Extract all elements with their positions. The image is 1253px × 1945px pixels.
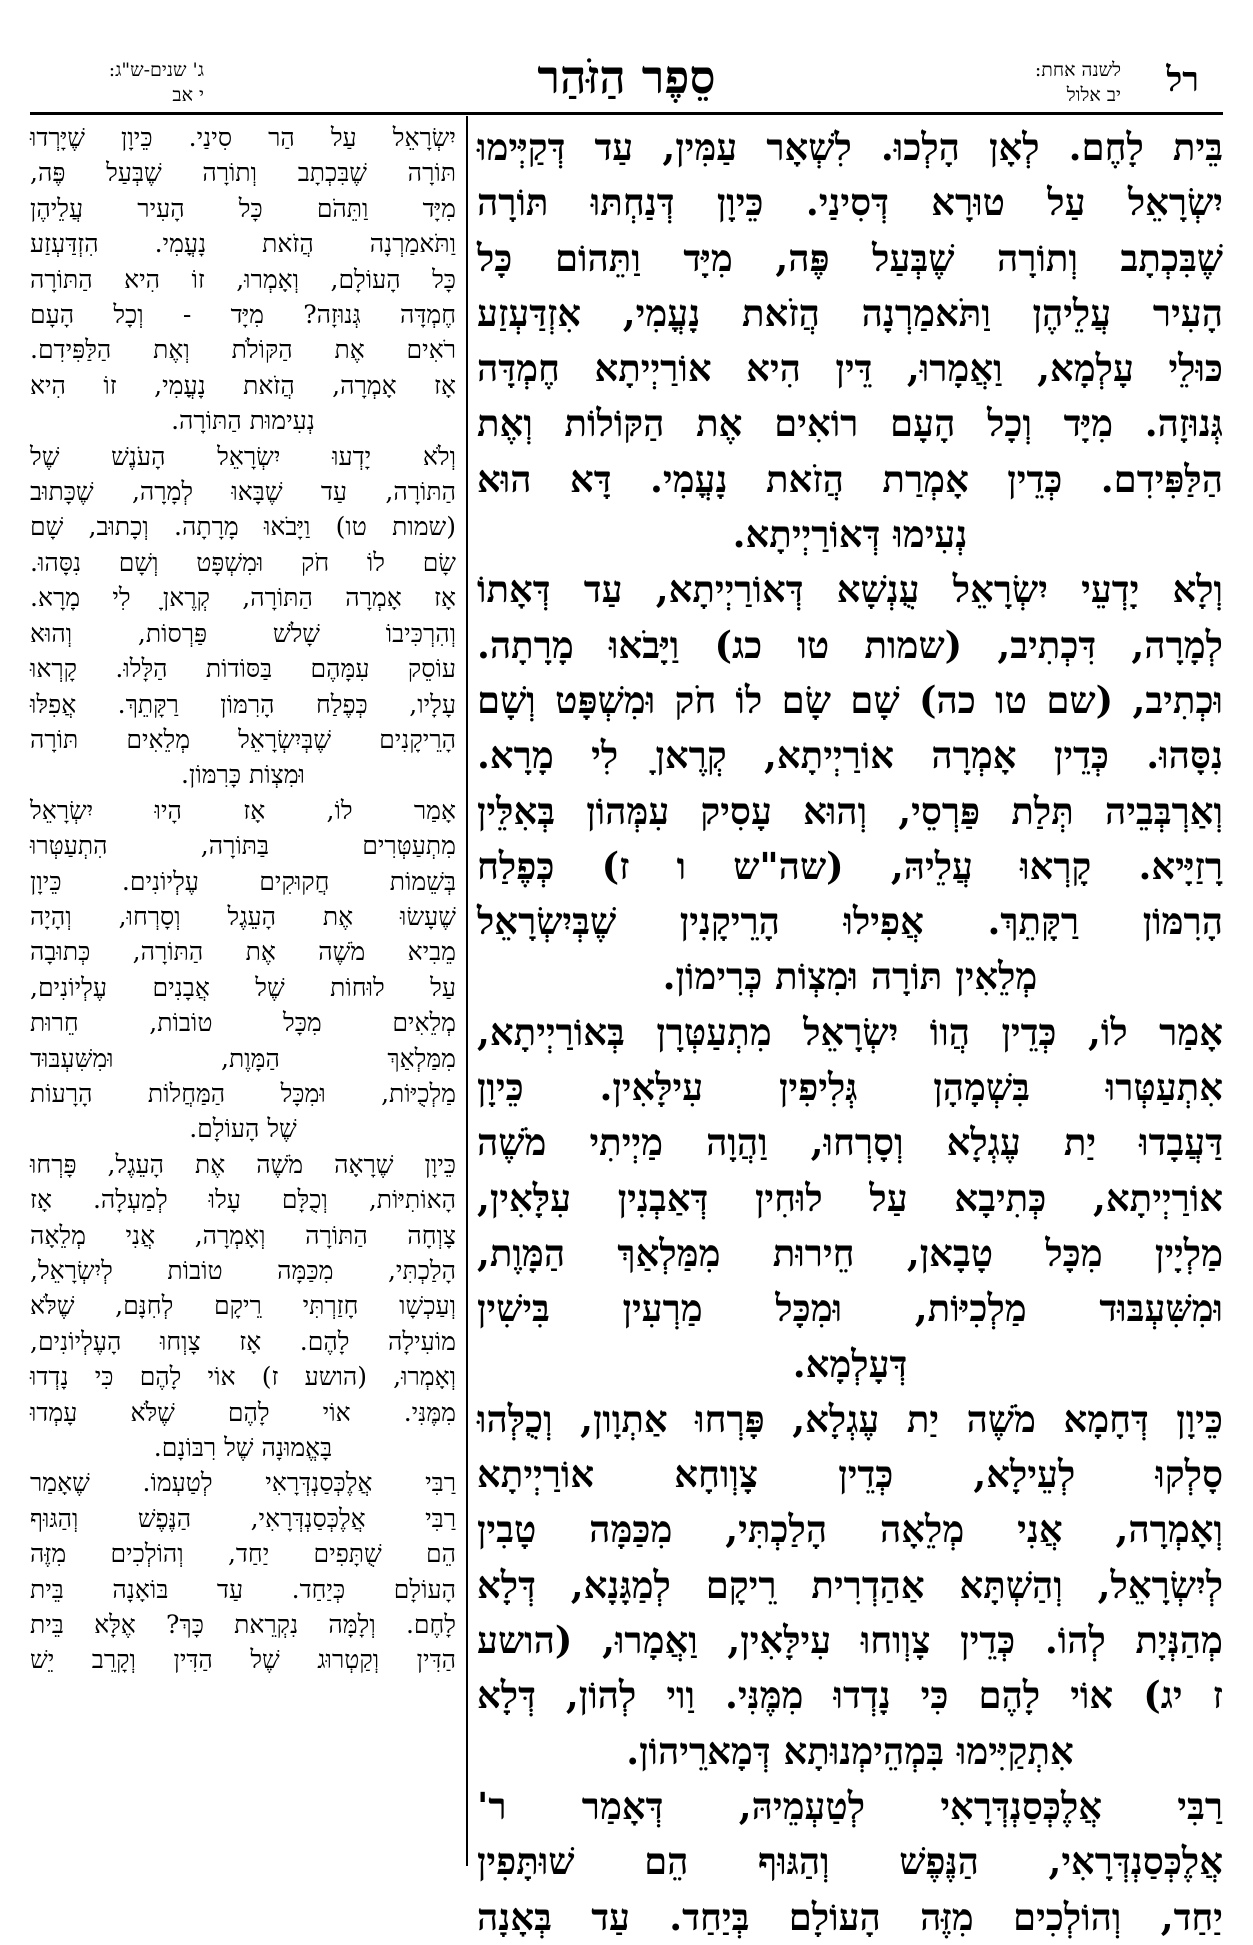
text-line: (שמות טו) וַיָּבֹאוּ מָרָתָה. וְכָתוּב, שָׁם xyxy=(30,512,456,542)
text-line: יַחַד, וְהוֹלְכִים מִזֶּה הָעוֹלָם בְּיַחַד. עַד בְּאָנָה xyxy=(477,1894,1223,1939)
text-line: אוֹרַיְיתָא, כְּתִיבָא עַל לוּחִין דְּאַבְנִין עִלָּאִין, xyxy=(477,1175,1223,1220)
hebrew-translation-column xyxy=(30,120,456,1870)
text-line: הָעוֹלָם כְּיַחַד. עַד בּוֹאָנָה בֵּית xyxy=(30,1574,456,1604)
text-line: מַלְיָין מִכָּל טָבָאן, חֵירוּת מִמַּלְאַךְ הַמָּוֶת, xyxy=(477,1230,1223,1275)
text-line: וְאַרְבְּבֵיה תְּלַת פַּרְסֵי, וְהוּא עָסִיק עִמְּהוֹן בְּאִלֵּין xyxy=(477,788,1223,833)
header-rule xyxy=(30,112,1223,115)
column-divider xyxy=(466,116,468,1866)
text-line: הֵם שֻׁתָּפִים יַחַד, וְהוֹלְכִים מִזֶּה xyxy=(30,1539,456,1569)
text-line: כֵּיוָן דְּחָמָא מֹשֶׁה יַת עֶגְלָא, פָּרְחוּ אַתְוָון, וְכֻלְּהוּ xyxy=(477,1396,1223,1441)
text-line: צָוְחָה הַתּוֹרָה וְאָמְרָה, אֲנִי מְלֵאָה xyxy=(30,1220,456,1250)
one-year-label: לשנה אחת: xyxy=(1034,59,1121,81)
text-line: הָעִיר עֲלֵיהֶן וַתֹּאמַרְנָה הֲזֹאת נָעֳמִי, אִזְדַּעְזַע xyxy=(477,290,1223,335)
text-line: וּכְתִיב, (שם טו כה) שָׁם שָׂם לוֹ חֹק וּמִשְׁפָּט וְשָׁם xyxy=(477,677,1223,722)
text-line: בֵּית לָחֶם. לְאָן הָלְכוּ. לִשְׁאָר עַמִּין, עַד דְּקַיְּימוּ xyxy=(477,125,1223,169)
text-line: בְּשֵׁמוֹת חֲקוּקִים עֶלְיוֹנִים. כֵּיוָן xyxy=(30,866,456,896)
text-line: שָׂם לוֹ חֹק וּמִשְׁפָּט וְשָׁם נִסָּהוּ. xyxy=(30,547,456,577)
text-line: מֵבִיא מֹשֶׁה אֶת הַתּוֹרָה, כְּתוּבָה xyxy=(30,937,456,967)
text-line: נְעִימוּת הַתּוֹרָה. xyxy=(171,406,315,436)
page-number: רל xyxy=(1166,60,1199,100)
text-line: עוֹסֵק עִמָּהֶם בַּסּוֹדוֹת הַלָּלוּ. קָרְאוּ xyxy=(30,654,456,684)
book-title: סֵפֶר הַזֹּהַר xyxy=(537,50,716,104)
text-line: וְאָמְרָה, אֲנִי מְלֵאָה הָלַכְתִּי, מִכַּמָּה טָבִין xyxy=(477,1507,1223,1552)
text-line: וְעַכְשָׁו חָזַרְתִּי רֵיקָם לְחִנָּם, שֶׁלֹּא xyxy=(30,1291,456,1321)
text-line: לְיִשְׂרָאֵל, וְהַשְׁתָּא אַהַדְרִית רֵיקָם לְמַגָּנָא, דְּלָא xyxy=(477,1562,1223,1607)
page-header xyxy=(0,50,1253,112)
text-line: הָאוֹתִיּוֹת, וְכֻלָּם עָלוּ לְמַעְלָה. אָז xyxy=(30,1185,456,1215)
text-line: מוֹעִילָה לָהֶם. אָז צָוְחוּ הָעֶלְיוֹנִים, xyxy=(30,1326,456,1356)
aramaic-main-column xyxy=(477,120,1223,1939)
text-line: יִשְׂרָאֵל עַל טוּרָא דְּסִינַי. כֵּיוָן דְּנַחְתּוּ תּוֹרָה xyxy=(477,180,1223,225)
text-line: לָחֶם. וְלָמָּה נִקְרֵאת כָּךְ? אֶלָּא בֵּית xyxy=(30,1610,456,1640)
text-line: עַל לוּחוֹת שֶׁל אֲבָנִים עֶלְיוֹנִים, xyxy=(30,972,456,1002)
text-line: רַבִּי אֲלֶכְּסַנְדְּרָאִי לְטַעְמֵיהּ, דְּאָמַר ר' xyxy=(477,1783,1223,1828)
text-line: מִתְעַטְּרִים בַּתּוֹרָה, הִתְעַטְּרוּ xyxy=(30,831,456,861)
text-line: הַלַּפִּידִם. כְּדֵין אָמְרַת הֲזֹאת נָעֳמִי. דָּא הוּא xyxy=(477,456,1223,501)
text-line: אָז אָמְרָה, הֲזֹאת נָעֳמִי, זוֹ הִיא xyxy=(30,370,456,400)
text-line: ז יג) אוֹי לָהֶם כִּי נָדְדוּ מִמֶּנִּי. וַוי לְהוֹן, דְּלָא xyxy=(477,1673,1223,1718)
text-line: יִשְׂרָאֵל עַל הַר סִינַי. כֵּיוָן שֶׁיָּרְדוּ xyxy=(30,123,456,152)
text-line: נִסָּהוּ. כְּדֵין אָמְרָה אוֹרַיְיתָא, קְרֶאןָ לִי מָרָא. xyxy=(477,733,1223,778)
text-line: מְהַנְּיָת לְהוֹ. כְּדֵין צָוְוחוּ עִילָּאִין, וַאֲמָרוּ, (הושע xyxy=(477,1618,1223,1663)
text-line: וּמִצְוֹת כָּרִמּוֹן. xyxy=(181,760,305,790)
text-line: תּוֹרָה שֶׁבִּכְתָב וְתוֹרָה שֶׁבְּעַל פֶּה, xyxy=(30,158,456,188)
text-line: נְעִימוּ דְּאוֹרַיְיתָא. xyxy=(732,512,968,557)
text-line: מַלְכֻיּוֹת, וּמִכָּל הַמַּחֲלוֹת הָרָעוֹת xyxy=(30,1078,456,1108)
text-line: סָלְקוּ לְעֵילָא, כְּדֵין צָוְוחָא אוֹרַיְיתָא xyxy=(477,1452,1223,1497)
text-line: חֶמְדָּה גְּנוּזָה? מִיָּד - וְכָל הָעָם xyxy=(30,300,456,330)
text-line: אִתְעַטְּרוּ בִּשְׁמָהָן גְּלִיפִין עִילָּאִין. כֵּיוָן xyxy=(477,1065,1223,1110)
text-line: דַּעֲבָדוּ יַת עֶגְלָא וְסָרְחוּ, וַהֲוָה מַיְיתִי מֹשֶׁה xyxy=(477,1120,1223,1165)
text-line: מְלֵאִין תּוֹרָה וּמִצְוֹת כְּרִימוֹן. xyxy=(662,954,1038,999)
text-line: כֵּיוָן שֶׁרָאָה מֹשֶׁה אֶת הָעֵגֶל, פָּרְחוּ xyxy=(30,1149,456,1179)
text-line: הַתּוֹרָה, עַד שֶׁבָּאוּ לְמָרָה, שֶׁכָּתוּב xyxy=(30,477,456,507)
text-line: הָלַכְתִּי, מִכַּמָּה טוֹבוֹת לְיִשְׂרָאֵל, xyxy=(30,1256,456,1285)
text-line: דְּעָלְמָא. xyxy=(792,1341,908,1386)
text-line: אָמַר לוֹ, כְּדֵין הֲווֹ יִשְׂרָאֵל מִתְעַטְּרָן בְּאוֹרַיְיתָא, xyxy=(477,1009,1223,1054)
three-years-date: י אב xyxy=(172,84,204,106)
text-line: לְמָרָה, דִּכְתִיב, (שמות טו כג) וַיָּבֹאוּ מָרָתָה. xyxy=(477,622,1223,667)
text-line: רַבִּי אֲלֶכְּסַנְדְּרָאִי לְטַעְמוֹ. שֶׁאָמַר xyxy=(30,1468,456,1498)
text-line: רֹאִים אֶת הַקּוֹלֹת וְאֶת הַלַּפִּידִם. xyxy=(30,335,456,365)
text-line: עָלָיו, כְּפֶלַח הָרִמּוֹן רַקָּתֵךְ. אֲפִלּוּ xyxy=(30,689,456,719)
text-line: וְלֹא יָדְעוּ יִשְׂרָאֵל הָעֹנֶשׁ שֶׁל xyxy=(30,441,456,471)
text-line: אָז אָמְרָה הַתּוֹרָה, קְרֶאןָ לִי מָרָא. xyxy=(30,583,456,613)
one-year-date: יב אלול xyxy=(1066,84,1121,106)
text-line: מִמֶּנִּי. אוֹי לָהֶם שֶׁלֹּא עָמְדוּ xyxy=(30,1397,456,1427)
text-line: הָרֵיקָנִים שֶׁבְּיִשְׂרָאֵל מְלֵאִים תּוֹרָה xyxy=(30,724,456,754)
text-line: מִיָּד וַתֵּהֹם כָּל הָעִיר עֲלֵיהֶן xyxy=(30,193,456,223)
text-line: שֶׁבִּכְתָב וְתוֹרָה שֶׁבְּעַל פֶּה, מִיָּד וַתֵּהוֹם כָּל xyxy=(477,235,1223,280)
text-line: אֲלֶכְּסַנְדְּרָאִי, הַנֶּפֶשׁ וְהַגּוּף הֵם שׁוּתָּפִין xyxy=(477,1839,1223,1884)
text-line: מִמַּלְאַךְ הַמָּוֶת, וּמִשִּׁעְבּוּד xyxy=(30,1043,456,1073)
text-line: וַתֹּאמַרְנָה הֲזֹאת נָעֳמִי. הִזְדַּעְזַע xyxy=(30,229,456,259)
text-line: וְלָא יָדְעֵי יִשְׂרָאֵל עֻנְשָׁא דְּאוֹרַיְיתָא, עַד דְּאָתוֹ xyxy=(477,567,1223,612)
text-line: הָרִמּוֹן רַקָּתֵךְ. אֲפִילוּ הָרֵיקָנִין שֶׁבְּיִשְׂרָאֵל xyxy=(477,899,1223,944)
text-line: וּמִשִּׁעְבּוּד מַלְכִיּוֹת, וּמִכָּל מַרְעִין בִּישִׁין xyxy=(477,1286,1223,1331)
text-line: שֶׁל הָעוֹלָם. xyxy=(189,1114,297,1144)
three-years-label: ג' שנים-ש"ג: xyxy=(108,59,204,81)
text-line: וְהִרְכִּיבוֹ שָׁלֹשׁ פַּרְסוֹת, וְהוּא xyxy=(30,618,456,648)
text-line: כָּל הָעוֹלָם, וְאָמְרוּ, זוֹ הִיא הַתּוֹרָה xyxy=(30,264,456,294)
text-line: גְּנוּזָה. מִיָּד וְכָל הָעָם רוֹאִים אֶת הַקּוֹלוֹת וְאֶת xyxy=(477,401,1223,446)
text-line: בָּאֱמוּנָה שֶׁל רִבּוֹנָם. xyxy=(153,1433,333,1463)
daily-reading-three-years xyxy=(34,58,204,108)
text-line: אָמַר לוֹ, אָז הָיוּ יִשְׂרָאֵל xyxy=(30,795,456,825)
text-line: הַדִּין וְקַטְרוּג שֶׁל הַדִּין וְקָרֵב יֵשׁ xyxy=(30,1645,456,1675)
text-line: כּוּלֵי עָלְמָא, וַאֲמָרוּ, דֵּין הִיא אוֹרַיְיתָא חֶמְדָּה xyxy=(477,346,1223,391)
text-line: וְאָמְרוּ, (הושע ז) אוֹי לָהֶם כִּי נָדְדוּ xyxy=(30,1362,456,1392)
text-line: רָזַיָּיא. קָרְאוּ עֲלֵיהּ, (שה"ש ו ז) כְּפֶלַח xyxy=(477,843,1223,888)
text-line: אִתְקַיִּימוּ בִּמְהֵימְנוּתָא דְּמָארֵיהוֹן. xyxy=(626,1728,1074,1773)
text-line: מְלֵאִים מִכָּל טוֹבוֹת, חֵרוּת xyxy=(30,1008,456,1038)
text-line: שֶׁעָשׂוּ אֶת הָעֵגֶל וְסָרְחוּ, וְהָיָה xyxy=(30,901,456,931)
text-line: רַבִּי אֲלֶכְּסַנְדְּרָאִי, הַנֶּפֶשׁ וְהַגּוּף xyxy=(30,1503,456,1533)
